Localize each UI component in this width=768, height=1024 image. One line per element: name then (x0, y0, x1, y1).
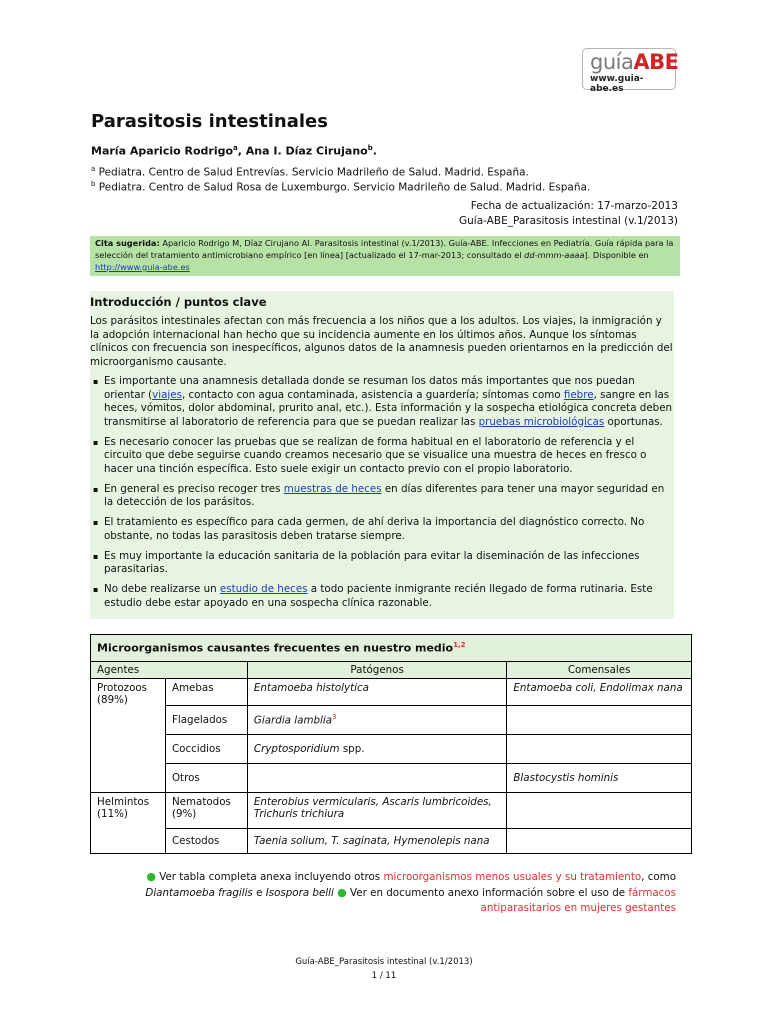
footer-guide: Guía-ABE_Parasitosis intestinal (v.1/2013) (295, 957, 473, 967)
link-viajes[interactable]: viajes (152, 388, 182, 401)
citation-box: Cita sugerida: Aparicio Rodrigo M, Díaz Cirujano AI. Parasitosis intestinal (v.1/2013). Guía-ABE. Infecciones en Pediatría. Guía rápida para la selección del tratamiento antimicrobiano empírico [en línea] [actualizado el 17-mar-2013; consultado el dd-mmm-aaaa]. Disponible en http://www.guia-abe.es (90, 236, 680, 276)
table-row: Flagelados Giardia lamblia$^3$ (91, 706, 692, 735)
link-muestras-de-heces[interactable]: muestras de heces (283, 482, 382, 495)
affiliation-a: $^a$ Pediatra. Centro de Salud Entrevías. Servicio Madrileño de Salud. Madrid. España. (91, 165, 529, 179)
link-farmacos-gestantes[interactable]: fármacos antiparasitarios en mujeres gestantes (480, 887, 676, 914)
table-row: Otros Blastocystis hominis (91, 764, 692, 793)
list-item: ▪ En general es preciso recoger tres muestras de heces en días diferentes para tener una mayor seguridad en la detección de los parásitos. (93, 482, 665, 508)
bullet-icon: ▪ (93, 585, 99, 594)
key-points-list (90, 375, 674, 610)
table-title-row (91, 635, 692, 662)
group-protozoos: Protozoos (89%) (91, 679, 166, 793)
list-item: ▪ No debe realizarse un estudio de heces a todo paciente inmigrante recién llegado de forma rutinaria. Este estudio debe estar apoyado en una sospecha clínica razonable. (93, 583, 653, 609)
bullet-icon: ▪ (93, 518, 99, 527)
intro-section (90, 291, 674, 619)
guide-version: Guía-ABE_Parasitosis intestinal (v.1/2013) (458, 215, 678, 227)
list-item: ▪ El tratamiento es específico para cada germen, de ahí deriva la importancia del diagnóstico correcto. No obstante, no todas las parasitosis deben tratarse siempre. (93, 516, 645, 542)
table-row: Coccidios Cryptosporidium spp. (91, 735, 692, 764)
link-microorganismos-menos-usuales[interactable]: microorganismos menos usuales y su tratamiento (383, 871, 642, 883)
logo-brand: guíaABE (590, 50, 679, 74)
author-2: Ana I. Díaz Cirujano (245, 144, 368, 158)
list-item: ▪ Es importante una anamnesis detallada donde se resuman los datos más importantes que nos puedan orientar (viajes, contacto con agua contaminada, asistencia a guardería; síntomas como fiebre, sangre en las heces, vómitos, dolor abdominal, prurito anal, etc.). Esta información y la sospecha etiológica concreta deben transmitirse al laboratorio de referencia para que se puedan realizar las pruebas microbiológicas oportunas. (93, 375, 673, 428)
affiliation-b: $^b$ Pediatra. Centro de Salud Rosa de Luxemburgo. Servicio Madrileño de Salud. Madrid. España. (91, 180, 591, 194)
page-title: Parasitosis intestinales (91, 111, 328, 132)
group-helmintos: Helmintos (11%) (91, 793, 166, 854)
guia-abe-logo[interactable] (582, 48, 679, 94)
col-agentes: Agentes (91, 662, 248, 679)
table-row: Helmintos (11%) Nematodos (9%) Enterobius vermicularis, Ascaris lumbricoides, Trichuris trichiura (91, 793, 692, 829)
intro-paragraph: Los parásitos intestinales afectan con más frecuencia a los niños que a los adultos. Los viajes, la inmigración y la adopción internacional han hecho que su incidencia aumente en los últimos años. Aunque los síntomas clínicos con frecuencia son inespecíficos, algunos datos de la anamnesis pueden orientarnos en la predicción del microorganismo causante. (90, 315, 673, 368)
bullet-dot-icon: ● (337, 886, 347, 899)
link-fiebre[interactable]: fiebre (563, 388, 594, 401)
annex-note: ● Ver tabla completa anexa incluyendo otros microorganismos menos usuales y su tratamiento, como Diantamoeba fragilis e Isospora belli ● Ver en documento anexo información sobre el uso de fármacos antiparasitarios en mujeres gestantes (145, 870, 676, 914)
list-item: ▪ Es muy importante la educación sanitaria de la población para evitar la diseminación de las infecciones parasitarias. (93, 549, 640, 575)
table-row: Cestodos Taenia solium, T. saginata, Hymenolepis nana (91, 829, 692, 854)
logo-url: www.guia-abe.es (590, 74, 644, 94)
intro-heading: Introducción / puntos clave (90, 295, 267, 309)
table-title: Microorganismos causantes frecuentes en nuestro medio$^{1,2}$ (91, 635, 692, 662)
microorganisms-table (90, 634, 692, 854)
bullet-icon: ▪ (93, 437, 99, 447)
bullet-icon: ▪ (93, 551, 99, 561)
page-number: 1 / 11 (371, 971, 397, 981)
col-patogenos: Patógenos (247, 662, 506, 679)
bullet-dot-icon: ● (146, 870, 156, 883)
author-1: María Aparicio Rodrigo (91, 144, 234, 158)
link-pruebas-microbiologicas[interactable]: pruebas microbiológicas (478, 415, 605, 428)
citation-link[interactable]: http://www.guia-abe.es (95, 262, 190, 272)
authors: María Aparicio Rodrigo$^a$, Ana I. Díaz Cirujano$^b$. (91, 144, 377, 158)
bullet-icon: ▪ (93, 377, 99, 386)
list-item: ▪ Es necesario conocer las pruebas que se realizan de forma habitual en el laboratorio de referencia y el circuito que debe seguirse cuando creamos necesario que se visualice una muestra de heces en fresco o hacer una tinción específica. Esto suele exigir un contacto previo con el propio laboratorio. (93, 435, 647, 475)
update-info (459, 199, 678, 229)
table-header-row (91, 662, 692, 679)
col-comensales: Comensales (507, 662, 692, 679)
bullet-icon: ▪ (93, 484, 99, 494)
table-row: Protozoos (89%) Amebas Entamoeba histolytica Entamoeba coli, Endolimax nana (91, 679, 692, 706)
link-estudio-de-heces[interactable]: estudio de heces (219, 583, 308, 595)
update-date: Fecha de actualización: 17-marzo-2013 (470, 200, 678, 212)
